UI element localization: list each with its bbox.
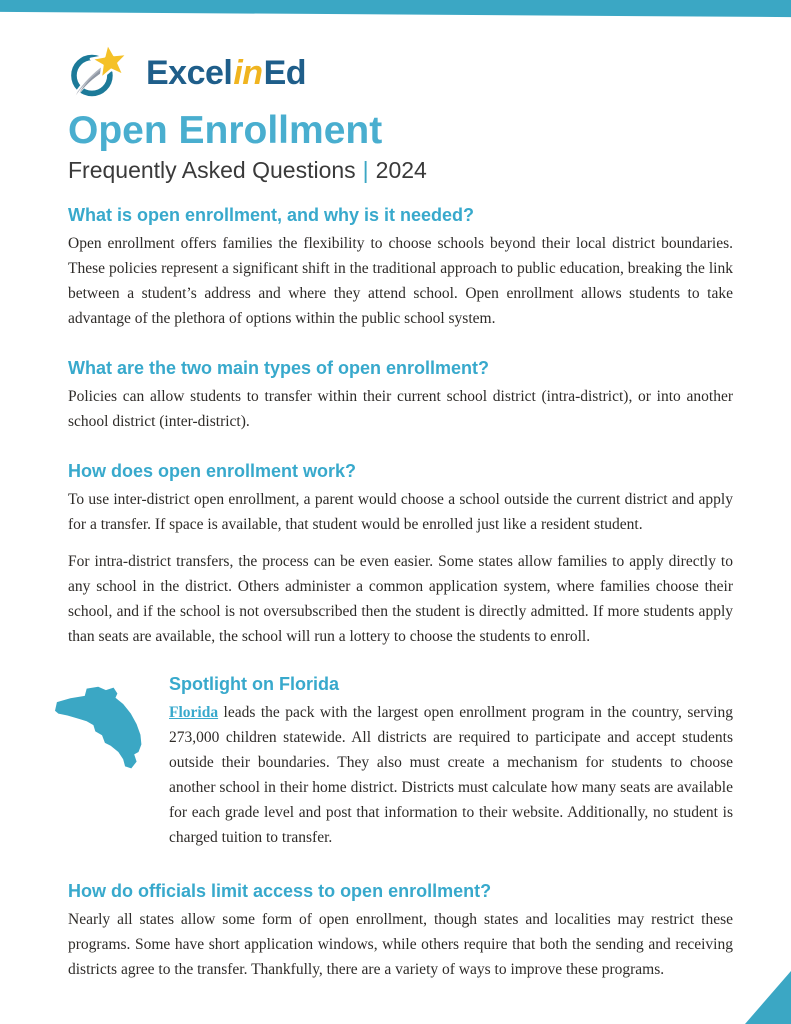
wordmark-in: in xyxy=(233,53,263,92)
section-two-main-types xyxy=(68,357,733,434)
section-paragraph: Nearly all states allow some form of open enrollment, though states and localities may restrict these programs. Some have short application windows, while others require that both the sending and receiving districts agree to the transfer. Thankfully, there are a variety of ways to improve these programs. xyxy=(68,911,733,978)
wordmark-ed: Ed xyxy=(263,53,307,92)
star-swoosh-logo-icon xyxy=(68,42,132,104)
section-limit-access xyxy=(68,880,733,982)
section-paragraph: To use inter-district open enrollment, a parent would choose a school outside the current district and apply for a transfer. If space is available, that student would be enrolled just like a resident student. xyxy=(68,491,733,533)
section-paragraph: Open enrollment offers families the flexibility to choose schools beyond their local district boundaries. These policies represent a significant shift in the traditional approach to public education, breaking the link between a student’s address and where they attend school. Open enrollment allows students to take advantage of the plethora of options within the public school system. xyxy=(68,235,733,327)
subtitle-separator: | xyxy=(362,157,369,183)
subtitle-label: Frequently Asked Questions xyxy=(68,157,356,183)
spotlight-heading: Spotlight on Florida xyxy=(169,674,339,694)
excelined-logo xyxy=(68,42,733,104)
section-heading: What are the two main types of open enrollment? xyxy=(68,358,490,378)
spotlight-florida-section xyxy=(68,673,733,850)
section-paragraph: Policies can allow students to transfer within their current school district (intra-district), or into another school district (inter-district). xyxy=(68,388,733,430)
top-accent-band xyxy=(0,0,791,18)
page-title: Open Enrollment xyxy=(68,109,383,152)
section-heading: What is open enrollment, and why is it needed? xyxy=(68,205,475,225)
spotlight-body-text: leads the pack with the largest open enrollment program in the country, serving 273,000 children statewide. All districts are required to participate and accept students outside their boundaries. They also must create a mechanism for students to choose another school in their home district. Districts must calculate how many seats are available for each grade level and post that information to their website. Additionally, no student is charged tuition to transfer. xyxy=(169,704,733,846)
section-paragraph: For intra-district transfers, the process can be even easier. Some states allow families to apply directly to any school in the district. Others administer a common application system, where families choose their school, and if the school is not oversubscribed then the student is directly admitted. If more students apply than seats are available, the school will run a lottery to choose the students to enroll. xyxy=(68,553,733,645)
florida-link[interactable]: Florida xyxy=(169,704,219,721)
section-how-it-works xyxy=(68,460,733,649)
excelined-wordmark xyxy=(146,54,306,93)
subtitle-year: 2024 xyxy=(375,157,427,183)
section-heading: How does open enrollment work? xyxy=(68,461,357,481)
florida-state-icon xyxy=(55,673,151,783)
wordmark-excel: Excel xyxy=(146,53,233,92)
page-subtitle xyxy=(68,157,733,184)
spotlight-paragraph xyxy=(169,700,733,850)
section-heading: How do officials limit access to open enrollment? xyxy=(68,881,492,901)
section-what-is-open-enrollment xyxy=(68,204,733,331)
